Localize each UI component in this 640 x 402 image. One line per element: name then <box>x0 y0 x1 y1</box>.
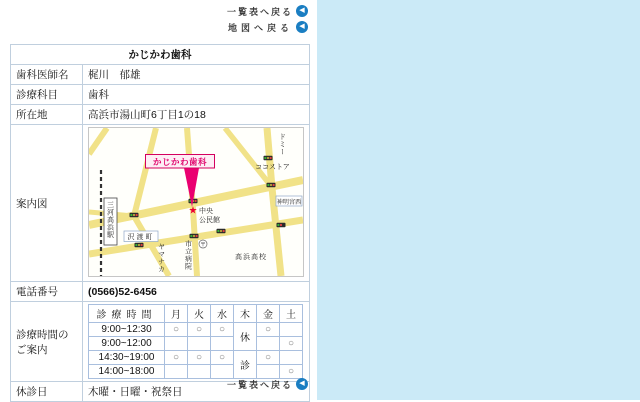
hours-header-row <box>89 305 303 323</box>
hours-row-2 <box>89 337 303 351</box>
clinic-callout-label: かじかわ歯科 <box>152 157 208 167</box>
hours-row-3 <box>89 351 303 365</box>
day-header-sat: 土 <box>280 305 303 323</box>
mark-sat: ○ <box>280 337 303 351</box>
day-header-tue: 火 <box>188 305 211 323</box>
clinic-star-marker: ★ <box>188 205 198 217</box>
closed-thu-top: 休 <box>234 323 257 351</box>
time-slot: 14:30~19:00 <box>89 351 165 365</box>
bottom-nav <box>0 376 308 392</box>
yamanaka-label: ヤマナカ <box>157 243 165 273</box>
hours-cell <box>83 302 310 382</box>
shinmeigu-label: 神明宮西 <box>276 198 302 206</box>
guide-map-svg <box>89 128 303 276</box>
mark-wed: ○ <box>211 323 234 337</box>
back-to-list-link-bottom[interactable] <box>227 376 308 392</box>
post-office-symbol: 〒 <box>199 242 207 249</box>
clinic-title: かじかわ歯科 <box>11 45 310 65</box>
back-to-list-label: 一覧表へ戻る <box>226 6 293 17</box>
address-value: 高浜市湯山町6丁目1の18 <box>83 105 310 125</box>
mark-wed <box>211 337 234 351</box>
department-row <box>11 85 310 105</box>
back-arrow-icon[interactable]: ◀ <box>296 5 308 17</box>
department-label: 診療科目 <box>11 85 83 105</box>
right-background-panel <box>317 0 640 400</box>
address-row <box>11 105 310 125</box>
hours-row <box>11 302 310 382</box>
mark-tue: ○ <box>188 323 211 337</box>
mark-fri <box>257 337 280 351</box>
domy-label: ドミー <box>278 133 286 156</box>
dentist-value: 梶川 郁雄 <box>83 65 310 85</box>
map-row <box>11 125 310 282</box>
hours-row-1 <box>89 323 303 337</box>
top-nav <box>0 3 308 35</box>
mark-sat <box>280 351 303 365</box>
time-header: 診療時間 <box>89 305 165 323</box>
mark-tue <box>188 337 211 351</box>
mark-mon: ○ <box>165 351 188 365</box>
back-to-list-link[interactable] <box>227 3 308 19</box>
dentist-row <box>11 65 310 85</box>
phone-value: (0566)52-6456 <box>83 282 310 302</box>
hours-label: 診療時間のご案内 <box>11 302 83 382</box>
office-hours-table <box>88 304 303 379</box>
back-to-map-label: 地図へ戻る <box>227 22 293 33</box>
phone-row <box>11 282 310 302</box>
mark-mon <box>165 337 188 351</box>
mark-sat <box>280 323 303 337</box>
day-header-fri: 金 <box>257 305 280 323</box>
coco-store-label: ココストア <box>255 164 290 171</box>
title-row <box>11 45 310 65</box>
back-to-map-link[interactable] <box>228 19 308 35</box>
guide-map <box>88 127 304 277</box>
time-slot: 9:00~12:00 <box>89 337 165 351</box>
map-cell <box>83 125 310 282</box>
map-label: 案内図 <box>11 125 83 282</box>
closed-days-value: 木曜・日曜・祝祭日 <box>83 382 310 402</box>
back-to-list-label: 一覧表へ戻る <box>226 379 293 390</box>
mark-wed: ○ <box>211 351 234 365</box>
city-hospital-label: 市立病院 <box>184 240 192 270</box>
day-header-mon: 月 <box>165 305 188 323</box>
closed-days-label: 休診日 <box>11 382 83 402</box>
sawatari-label: 沢渡町 <box>127 234 155 241</box>
mark-fri: ○ <box>257 351 280 365</box>
phone-label: 電話番号 <box>11 282 83 302</box>
dentist-label: 歯科医師名 <box>11 65 83 85</box>
community-center-label-line1: 中央 <box>199 208 213 215</box>
mark-sat: ○ <box>280 365 303 379</box>
address-label: 所在地 <box>11 105 83 125</box>
mark-mon: ○ <box>165 323 188 337</box>
takahama-hs-label: 高浜高校 <box>235 254 267 261</box>
back-arrow-icon[interactable]: ◀ <box>296 378 308 390</box>
day-header-thu: 木 <box>234 305 257 323</box>
mark-tue: ○ <box>188 351 211 365</box>
community-center-label-line2: 公民館 <box>199 217 220 224</box>
day-header-wed: 水 <box>211 305 234 323</box>
mark-fri: ○ <box>257 323 280 337</box>
station-label: 三河高浜駅 <box>106 201 114 239</box>
back-arrow-icon[interactable]: ◀ <box>296 21 308 33</box>
department-value: 歯科 <box>83 85 310 105</box>
closed-thu-bottom: 診 <box>234 351 257 379</box>
time-slot: 14:00~18:00 <box>89 365 165 379</box>
time-slot: 9:00~12:30 <box>89 323 165 337</box>
clinic-info-table <box>10 44 310 402</box>
